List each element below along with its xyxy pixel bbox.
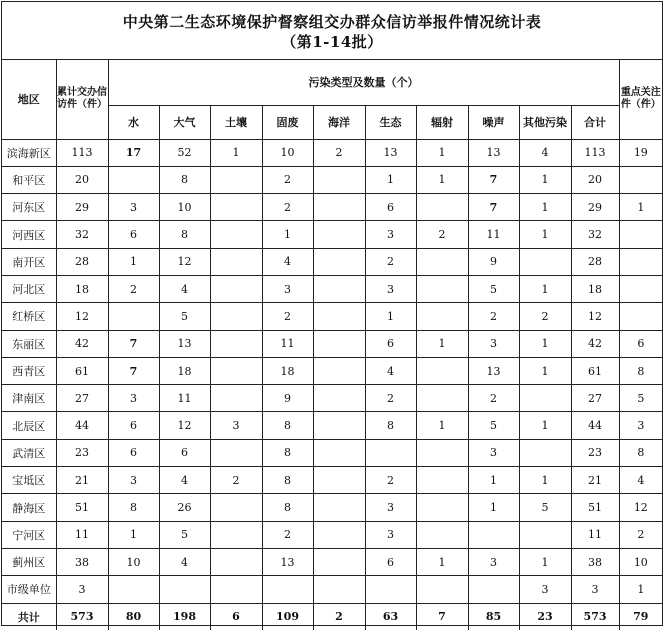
value-cell: [416, 467, 468, 494]
value-cell: [108, 303, 159, 330]
value-cell: 4: [159, 548, 210, 575]
value-cell: [313, 357, 365, 384]
value-cell: 573: [56, 603, 108, 630]
value-cell: 8: [262, 439, 313, 466]
value-cell: 10: [619, 548, 662, 575]
value-cell: 1: [519, 357, 571, 384]
value-cell: 8: [262, 412, 313, 439]
value-cell: 2: [365, 385, 416, 412]
region-cell: 滨海新区: [2, 139, 56, 166]
value-cell: [210, 330, 262, 357]
value-cell: [313, 548, 365, 575]
value-cell: 4: [519, 139, 571, 166]
value-cell: [313, 576, 365, 603]
header-type: 噪声: [468, 105, 519, 139]
value-cell: 1: [519, 221, 571, 248]
value-cell: [210, 221, 262, 248]
value-cell: 5: [519, 494, 571, 521]
value-cell: 18: [571, 275, 619, 302]
value-cell: 5: [619, 385, 662, 412]
value-cell: 3: [468, 439, 519, 466]
value-cell: 29: [571, 194, 619, 221]
region-cell: 南开区: [2, 248, 56, 275]
value-cell: 18: [159, 357, 210, 384]
value-cell: 4: [619, 467, 662, 494]
value-cell: 5: [159, 303, 210, 330]
value-cell: 10: [159, 194, 210, 221]
value-cell: 9: [262, 385, 313, 412]
value-cell: [210, 357, 262, 384]
region-cell: 河西区: [2, 221, 56, 248]
table-body: [2, 139, 662, 630]
value-cell: 1: [519, 330, 571, 357]
value-cell: 44: [571, 412, 619, 439]
header-type: 大气: [159, 105, 210, 139]
value-cell: 1: [416, 166, 468, 193]
value-cell: [210, 576, 262, 603]
value-cell: 8: [159, 221, 210, 248]
value-cell: 29: [56, 194, 108, 221]
value-cell: 13: [262, 548, 313, 575]
table-row: [2, 521, 662, 548]
value-cell: 11: [262, 330, 313, 357]
value-cell: 3: [56, 576, 108, 603]
value-cell: [313, 412, 365, 439]
value-cell: 4: [159, 467, 210, 494]
value-cell: 1: [619, 576, 662, 603]
value-cell: 38: [571, 548, 619, 575]
value-cell: 4: [159, 275, 210, 302]
value-cell: 21: [56, 467, 108, 494]
value-cell: 3: [365, 221, 416, 248]
value-cell: [313, 275, 365, 302]
header-type: 其他污染: [519, 105, 571, 139]
value-cell: [619, 303, 662, 330]
table-row: [2, 467, 662, 494]
value-cell: [416, 439, 468, 466]
header-type: 生态: [365, 105, 416, 139]
value-cell: 1: [468, 467, 519, 494]
table-row: [2, 303, 662, 330]
value-cell: 32: [571, 221, 619, 248]
region-cell: 蓟州区: [2, 548, 56, 575]
value-cell: 1: [365, 166, 416, 193]
value-cell: 11: [159, 385, 210, 412]
value-cell: 13: [159, 330, 210, 357]
table-row: [2, 194, 662, 221]
value-cell: 12: [159, 412, 210, 439]
value-cell: 12: [56, 303, 108, 330]
value-cell: 2: [468, 385, 519, 412]
table-row: [2, 576, 662, 603]
value-cell: 9: [468, 248, 519, 275]
value-cell: [619, 248, 662, 275]
value-cell: [210, 385, 262, 412]
value-cell: 3: [519, 576, 571, 603]
value-cell: 3: [571, 576, 619, 603]
value-cell: [313, 194, 365, 221]
table-row: [2, 548, 662, 575]
value-cell: 6: [365, 194, 416, 221]
value-cell: 51: [56, 494, 108, 521]
table-row: [2, 330, 662, 357]
value-cell: 3: [365, 494, 416, 521]
value-cell: [210, 548, 262, 575]
value-cell: 42: [571, 330, 619, 357]
value-cell: 6: [365, 548, 416, 575]
value-cell: 23: [519, 603, 571, 630]
table-row: [2, 385, 662, 412]
value-cell: 3: [108, 194, 159, 221]
value-cell: 13: [468, 357, 519, 384]
value-cell: [313, 521, 365, 548]
value-cell: 2: [365, 248, 416, 275]
table-row: [2, 357, 662, 384]
value-cell: 1: [619, 194, 662, 221]
value-cell: 3: [108, 385, 159, 412]
region-cell: 宝坻区: [2, 467, 56, 494]
value-cell: 109: [262, 603, 313, 630]
value-cell: [416, 275, 468, 302]
value-cell: 11: [571, 521, 619, 548]
value-cell: 3: [468, 548, 519, 575]
value-cell: 80: [108, 603, 159, 630]
value-cell: [313, 166, 365, 193]
header-pollution-group: 污染类型及数量（个）: [108, 60, 619, 105]
value-cell: 42: [56, 330, 108, 357]
region-cell: 河北区: [2, 275, 56, 302]
value-cell: 20: [571, 166, 619, 193]
value-cell: 6: [159, 439, 210, 466]
region-cell: 市级单位: [2, 576, 56, 603]
value-cell: 4: [262, 248, 313, 275]
value-cell: 10: [108, 548, 159, 575]
table-row: [2, 221, 662, 248]
region-cell: 宁河区: [2, 521, 56, 548]
value-cell: 1: [519, 467, 571, 494]
value-cell: [313, 439, 365, 466]
value-cell: 44: [56, 412, 108, 439]
value-cell: [365, 576, 416, 603]
value-cell: 1: [468, 494, 519, 521]
value-cell: 10: [262, 139, 313, 166]
region-cell: 北辰区: [2, 412, 56, 439]
value-cell: 12: [619, 494, 662, 521]
value-cell: 27: [56, 385, 108, 412]
table-row: [2, 166, 662, 193]
statistics-sheet: [1, 1, 663, 626]
value-cell: 3: [619, 412, 662, 439]
value-cell: 2: [365, 467, 416, 494]
value-cell: 6: [108, 412, 159, 439]
table-title: 中央第二生态环境保护督察组交办群众信访举报件情况统计表: [122, 13, 542, 31]
value-cell: 7: [416, 603, 468, 630]
value-cell: 5: [468, 412, 519, 439]
value-cell: 18: [56, 275, 108, 302]
value-cell: 8: [619, 357, 662, 384]
value-cell: 1: [416, 139, 468, 166]
value-cell: [210, 248, 262, 275]
value-cell: 1: [365, 303, 416, 330]
value-cell: 573: [571, 603, 619, 630]
value-cell: 51: [571, 494, 619, 521]
value-cell: 1: [519, 166, 571, 193]
value-cell: 2: [619, 521, 662, 548]
table-row: [2, 248, 662, 275]
value-cell: 17: [108, 139, 159, 166]
header-key-attention: 重点关注件（件）: [619, 60, 662, 139]
region-cell: 西青区: [2, 357, 56, 384]
value-cell: 113: [56, 139, 108, 166]
region-cell: 和平区: [2, 166, 56, 193]
value-cell: [210, 439, 262, 466]
value-cell: [313, 385, 365, 412]
value-cell: 2: [313, 139, 365, 166]
value-cell: 18: [262, 357, 313, 384]
value-cell: [313, 494, 365, 521]
value-cell: 26: [159, 494, 210, 521]
value-cell: 3: [365, 521, 416, 548]
value-cell: [468, 576, 519, 603]
value-cell: [519, 439, 571, 466]
value-cell: [416, 357, 468, 384]
value-cell: [108, 576, 159, 603]
table-row: [2, 412, 662, 439]
value-cell: 1: [519, 275, 571, 302]
value-cell: 28: [56, 248, 108, 275]
value-cell: [519, 248, 571, 275]
value-cell: 21: [571, 467, 619, 494]
value-cell: 79: [619, 603, 662, 630]
value-cell: [210, 521, 262, 548]
value-cell: [619, 275, 662, 302]
value-cell: 6: [365, 330, 416, 357]
value-cell: [416, 303, 468, 330]
table-row: [2, 275, 662, 302]
value-cell: 1: [262, 221, 313, 248]
header-type: 水: [108, 105, 159, 139]
value-cell: 13: [468, 139, 519, 166]
value-cell: 8: [108, 494, 159, 521]
value-cell: [313, 221, 365, 248]
value-cell: 6: [108, 221, 159, 248]
header-type: 土壤: [210, 105, 262, 139]
value-cell: 6: [619, 330, 662, 357]
region-cell: 红桥区: [2, 303, 56, 330]
value-cell: [108, 166, 159, 193]
value-cell: 3: [108, 467, 159, 494]
value-cell: [416, 494, 468, 521]
value-cell: 23: [56, 439, 108, 466]
value-cell: [619, 221, 662, 248]
value-cell: [619, 166, 662, 193]
value-cell: [313, 467, 365, 494]
value-cell: 2: [262, 166, 313, 193]
value-cell: 20: [56, 166, 108, 193]
value-cell: 8: [159, 166, 210, 193]
value-cell: 2: [262, 194, 313, 221]
value-cell: [159, 576, 210, 603]
value-cell: 12: [571, 303, 619, 330]
value-cell: 7: [108, 357, 159, 384]
value-cell: 1: [108, 248, 159, 275]
value-cell: 11: [56, 521, 108, 548]
value-cell: 8: [262, 467, 313, 494]
value-cell: 2: [416, 221, 468, 248]
header-type: 辐射: [416, 105, 468, 139]
value-cell: [365, 439, 416, 466]
value-cell: 23: [571, 439, 619, 466]
region-cell: 东丽区: [2, 330, 56, 357]
value-cell: 7: [468, 166, 519, 193]
table-row: [2, 494, 662, 521]
value-cell: 7: [108, 330, 159, 357]
value-cell: 61: [56, 357, 108, 384]
value-cell: 3: [262, 275, 313, 302]
value-cell: [210, 275, 262, 302]
value-cell: 2: [262, 521, 313, 548]
value-cell: 27: [571, 385, 619, 412]
region-cell: 共计: [2, 603, 56, 630]
value-cell: 1: [416, 412, 468, 439]
value-cell: 12: [159, 248, 210, 275]
value-cell: 1: [416, 330, 468, 357]
value-cell: 2: [262, 303, 313, 330]
value-cell: [210, 494, 262, 521]
value-cell: 1: [519, 194, 571, 221]
value-cell: 5: [468, 275, 519, 302]
value-cell: 2: [108, 275, 159, 302]
table-subtitle: （第1-14批）: [281, 33, 383, 51]
value-cell: [416, 576, 468, 603]
value-cell: 52: [159, 139, 210, 166]
value-cell: [416, 521, 468, 548]
value-cell: [468, 521, 519, 548]
value-cell: 2: [468, 303, 519, 330]
value-cell: 198: [159, 603, 210, 630]
value-cell: 8: [365, 412, 416, 439]
value-cell: 3: [365, 275, 416, 302]
value-cell: 61: [571, 357, 619, 384]
header-type: 合计: [571, 105, 619, 139]
value-cell: 2: [313, 603, 365, 630]
value-cell: 1: [108, 521, 159, 548]
value-cell: [416, 194, 468, 221]
region-cell: 武清区: [2, 439, 56, 466]
value-cell: [210, 194, 262, 221]
value-cell: 8: [619, 439, 662, 466]
value-cell: 11: [468, 221, 519, 248]
header-type: 固废: [262, 105, 313, 139]
value-cell: [313, 248, 365, 275]
value-cell: [519, 521, 571, 548]
value-cell: 1: [519, 412, 571, 439]
value-cell: 7: [468, 194, 519, 221]
value-cell: 32: [56, 221, 108, 248]
value-cell: 19: [619, 139, 662, 166]
value-cell: 1: [416, 548, 468, 575]
value-cell: 2: [519, 303, 571, 330]
value-cell: 8: [262, 494, 313, 521]
value-cell: [416, 248, 468, 275]
value-cell: 28: [571, 248, 619, 275]
value-cell: [313, 330, 365, 357]
value-cell: 63: [365, 603, 416, 630]
table-row: [2, 139, 662, 166]
value-cell: 6: [108, 439, 159, 466]
value-cell: [210, 166, 262, 193]
value-cell: 113: [571, 139, 619, 166]
value-cell: [416, 385, 468, 412]
value-cell: [262, 576, 313, 603]
value-cell: 85: [468, 603, 519, 630]
table-row: [2, 439, 662, 466]
table-row: [2, 603, 662, 630]
region-cell: 静海区: [2, 494, 56, 521]
value-cell: 1: [519, 548, 571, 575]
value-cell: 5: [159, 521, 210, 548]
value-cell: 1: [210, 139, 262, 166]
header-type: 海洋: [313, 105, 365, 139]
header-region: 地区: [2, 60, 56, 139]
statistics-table: [2, 60, 662, 630]
region-cell: 津南区: [2, 385, 56, 412]
region-cell: 河东区: [2, 194, 56, 221]
value-cell: 6: [210, 603, 262, 630]
title-block: [2, 2, 662, 60]
value-cell: [519, 385, 571, 412]
value-cell: 3: [210, 412, 262, 439]
header-cumulative: 累计交办信访件（件）: [56, 60, 108, 139]
value-cell: 4: [365, 357, 416, 384]
value-cell: 2: [210, 467, 262, 494]
value-cell: 3: [468, 330, 519, 357]
value-cell: [210, 303, 262, 330]
value-cell: 13: [365, 139, 416, 166]
value-cell: 38: [56, 548, 108, 575]
value-cell: [313, 303, 365, 330]
